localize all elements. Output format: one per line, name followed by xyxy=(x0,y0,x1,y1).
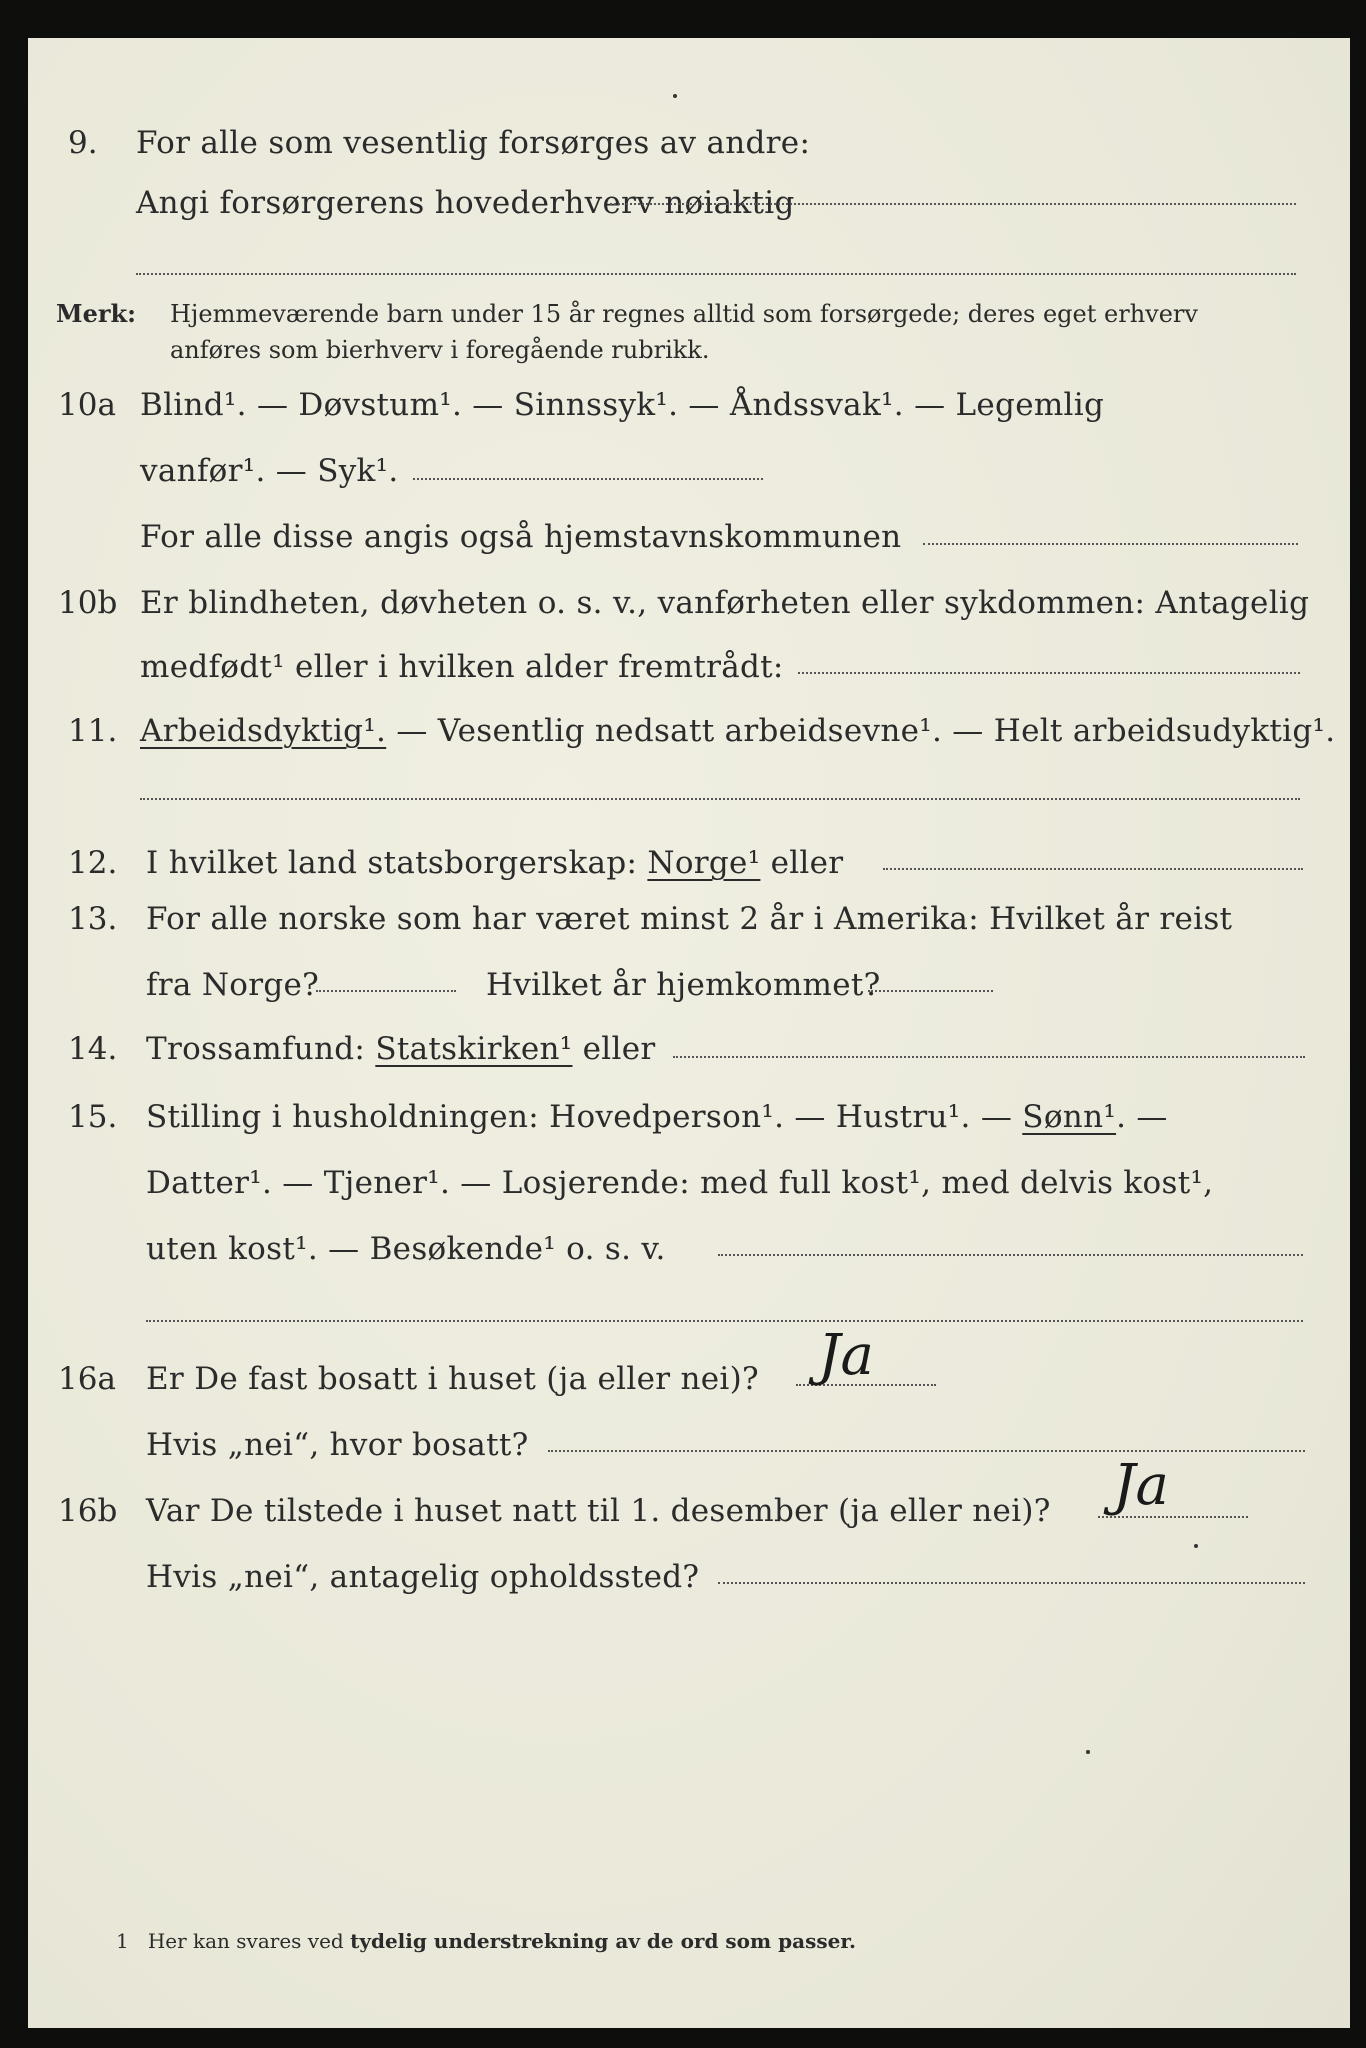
q10a-line3: For alle disse angis også hjemstavnskommunen xyxy=(140,519,902,555)
merk-line1: Hjemmeværende barn under 15 år regnes alltid som forsørgede; deres eget erhverv xyxy=(170,300,1198,328)
q10b-line1: Er blindheten, døvheten o. s. v., vanførheten eller sykdommen: Antagelig xyxy=(140,585,1310,621)
q12-post: eller xyxy=(760,845,844,881)
q16b-handwritten-answer: Ja xyxy=(1113,1453,1169,1518)
q11-answer-line[interactable] xyxy=(140,798,1300,800)
q15-line1 xyxy=(146,1099,1168,1135)
q12-option-norge-underlined[interactable]: Norge¹ xyxy=(647,845,761,881)
q16b-line1: Var De tilstede i huset natt til 1. desember (ja eller nei)? xyxy=(146,1493,1051,1529)
q16a-location-line[interactable] xyxy=(548,1450,1305,1452)
q13-number: 13. xyxy=(68,901,118,937)
q16b-number: 16b xyxy=(58,1493,118,1529)
q11-option-arbeidsdyktig-underlined[interactable]: Arbeidsdyktig¹. xyxy=(140,713,387,749)
q13-departure-year-line[interactable] xyxy=(316,990,456,992)
q16a-line1: Er De fast bosatt i huset (ja eller nei)? xyxy=(146,1361,759,1397)
census-form-page xyxy=(28,38,1350,2028)
q14-line xyxy=(146,1031,656,1067)
q13-line2a: fra Norge? xyxy=(146,967,320,1003)
q9-line1: For alle som vesentlig forsørges av andre: xyxy=(136,125,811,161)
footnote-bold: tydelig understrekning av de ord som passer. xyxy=(350,1929,856,1953)
q12-pre: I hvilket land statsborgerskap: xyxy=(146,845,648,881)
q12-number: 12. xyxy=(68,845,118,881)
paper-mark xyxy=(1194,1544,1198,1548)
q15-option-sonn-underlined[interactable]: Sønn¹ xyxy=(1022,1099,1117,1135)
merk-line2: anføres som bierhverv i foregående rubrikk. xyxy=(170,336,710,364)
q10a-number: 10a xyxy=(58,387,116,423)
q11-rest: — Vesentlig nedsatt arbeidsevne¹. — Helt arbeidsudyktig¹. xyxy=(386,713,1336,749)
q13-line1: For alle norske som har været minst 2 år i Amerika: Hvilket år reist xyxy=(146,901,1233,937)
q10a-line2: vanfør¹. — Syk¹. xyxy=(140,453,399,489)
q12-line xyxy=(146,845,844,881)
q15-answer-line[interactable] xyxy=(718,1254,1303,1256)
q15-number: 15. xyxy=(68,1099,118,1135)
merk-label: Merk: xyxy=(56,299,136,328)
q16b-line2: Hvis „nei“, antagelig opholdssted? xyxy=(146,1559,700,1595)
q9-answer-line-2[interactable] xyxy=(136,273,1296,275)
q9-number: 9. xyxy=(68,125,98,161)
q9-answer-line[interactable] xyxy=(610,203,1296,205)
paper-mark xyxy=(673,94,677,98)
q10a-hometown-line[interactable] xyxy=(923,543,1298,545)
q10b-number: 10b xyxy=(58,585,118,621)
q11-number: 11. xyxy=(68,713,118,749)
q16a-line2: Hvis „nei“, hvor bosatt? xyxy=(146,1427,529,1463)
q15-line3: uten kost¹. — Besøkende¹ o. s. v. xyxy=(146,1231,666,1267)
q15-line1-post: . — xyxy=(1116,1099,1168,1135)
q10b-line2: medfødt¹ eller i hvilken alder fremtrådt: xyxy=(140,649,784,685)
q14-number: 14. xyxy=(68,1031,118,1067)
q13-line2b: Hvilket år hjemkommet? xyxy=(486,967,881,1003)
q13-return-year-line[interactable] xyxy=(868,990,993,992)
q12-answer-line[interactable] xyxy=(883,868,1303,870)
q14-option-statskirken-underlined[interactable]: Statskirken¹ xyxy=(375,1031,573,1067)
footnote-mark: 1 xyxy=(116,1929,129,1953)
q15-line1-pre: Stilling i husholdningen: Hovedperson¹. — Hustru¹. — xyxy=(146,1099,1023,1135)
q16a-number: 16a xyxy=(58,1361,116,1397)
q15-answer-line-2[interactable] xyxy=(146,1320,1303,1322)
q11-line xyxy=(140,713,1336,749)
q9-line2: Angi forsørgerens hovederhverv nøiaktig xyxy=(136,185,795,221)
q14-pre: Trossamfund: xyxy=(146,1031,376,1067)
q14-answer-line[interactable] xyxy=(673,1056,1305,1058)
q14-post: eller xyxy=(572,1031,656,1067)
paper-mark xyxy=(1086,1750,1090,1754)
q10a-answer-line[interactable] xyxy=(413,478,763,480)
footnote xyxy=(116,1931,856,1951)
q15-line2: Datter¹. — Tjener¹. — Losjerende: med full kost¹, med delvis kost¹, xyxy=(146,1165,1214,1201)
q16b-location-line[interactable] xyxy=(718,1582,1305,1584)
q10a-line1: Blind¹. — Døvstum¹. — Sinnssyk¹. — Åndssvak¹. — Legemlig xyxy=(140,387,1105,423)
q10b-answer-line[interactable] xyxy=(798,672,1300,674)
q16a-handwritten-answer: Ja xyxy=(818,1323,874,1388)
footnote-plain: Her kan svares ved xyxy=(147,1929,351,1953)
